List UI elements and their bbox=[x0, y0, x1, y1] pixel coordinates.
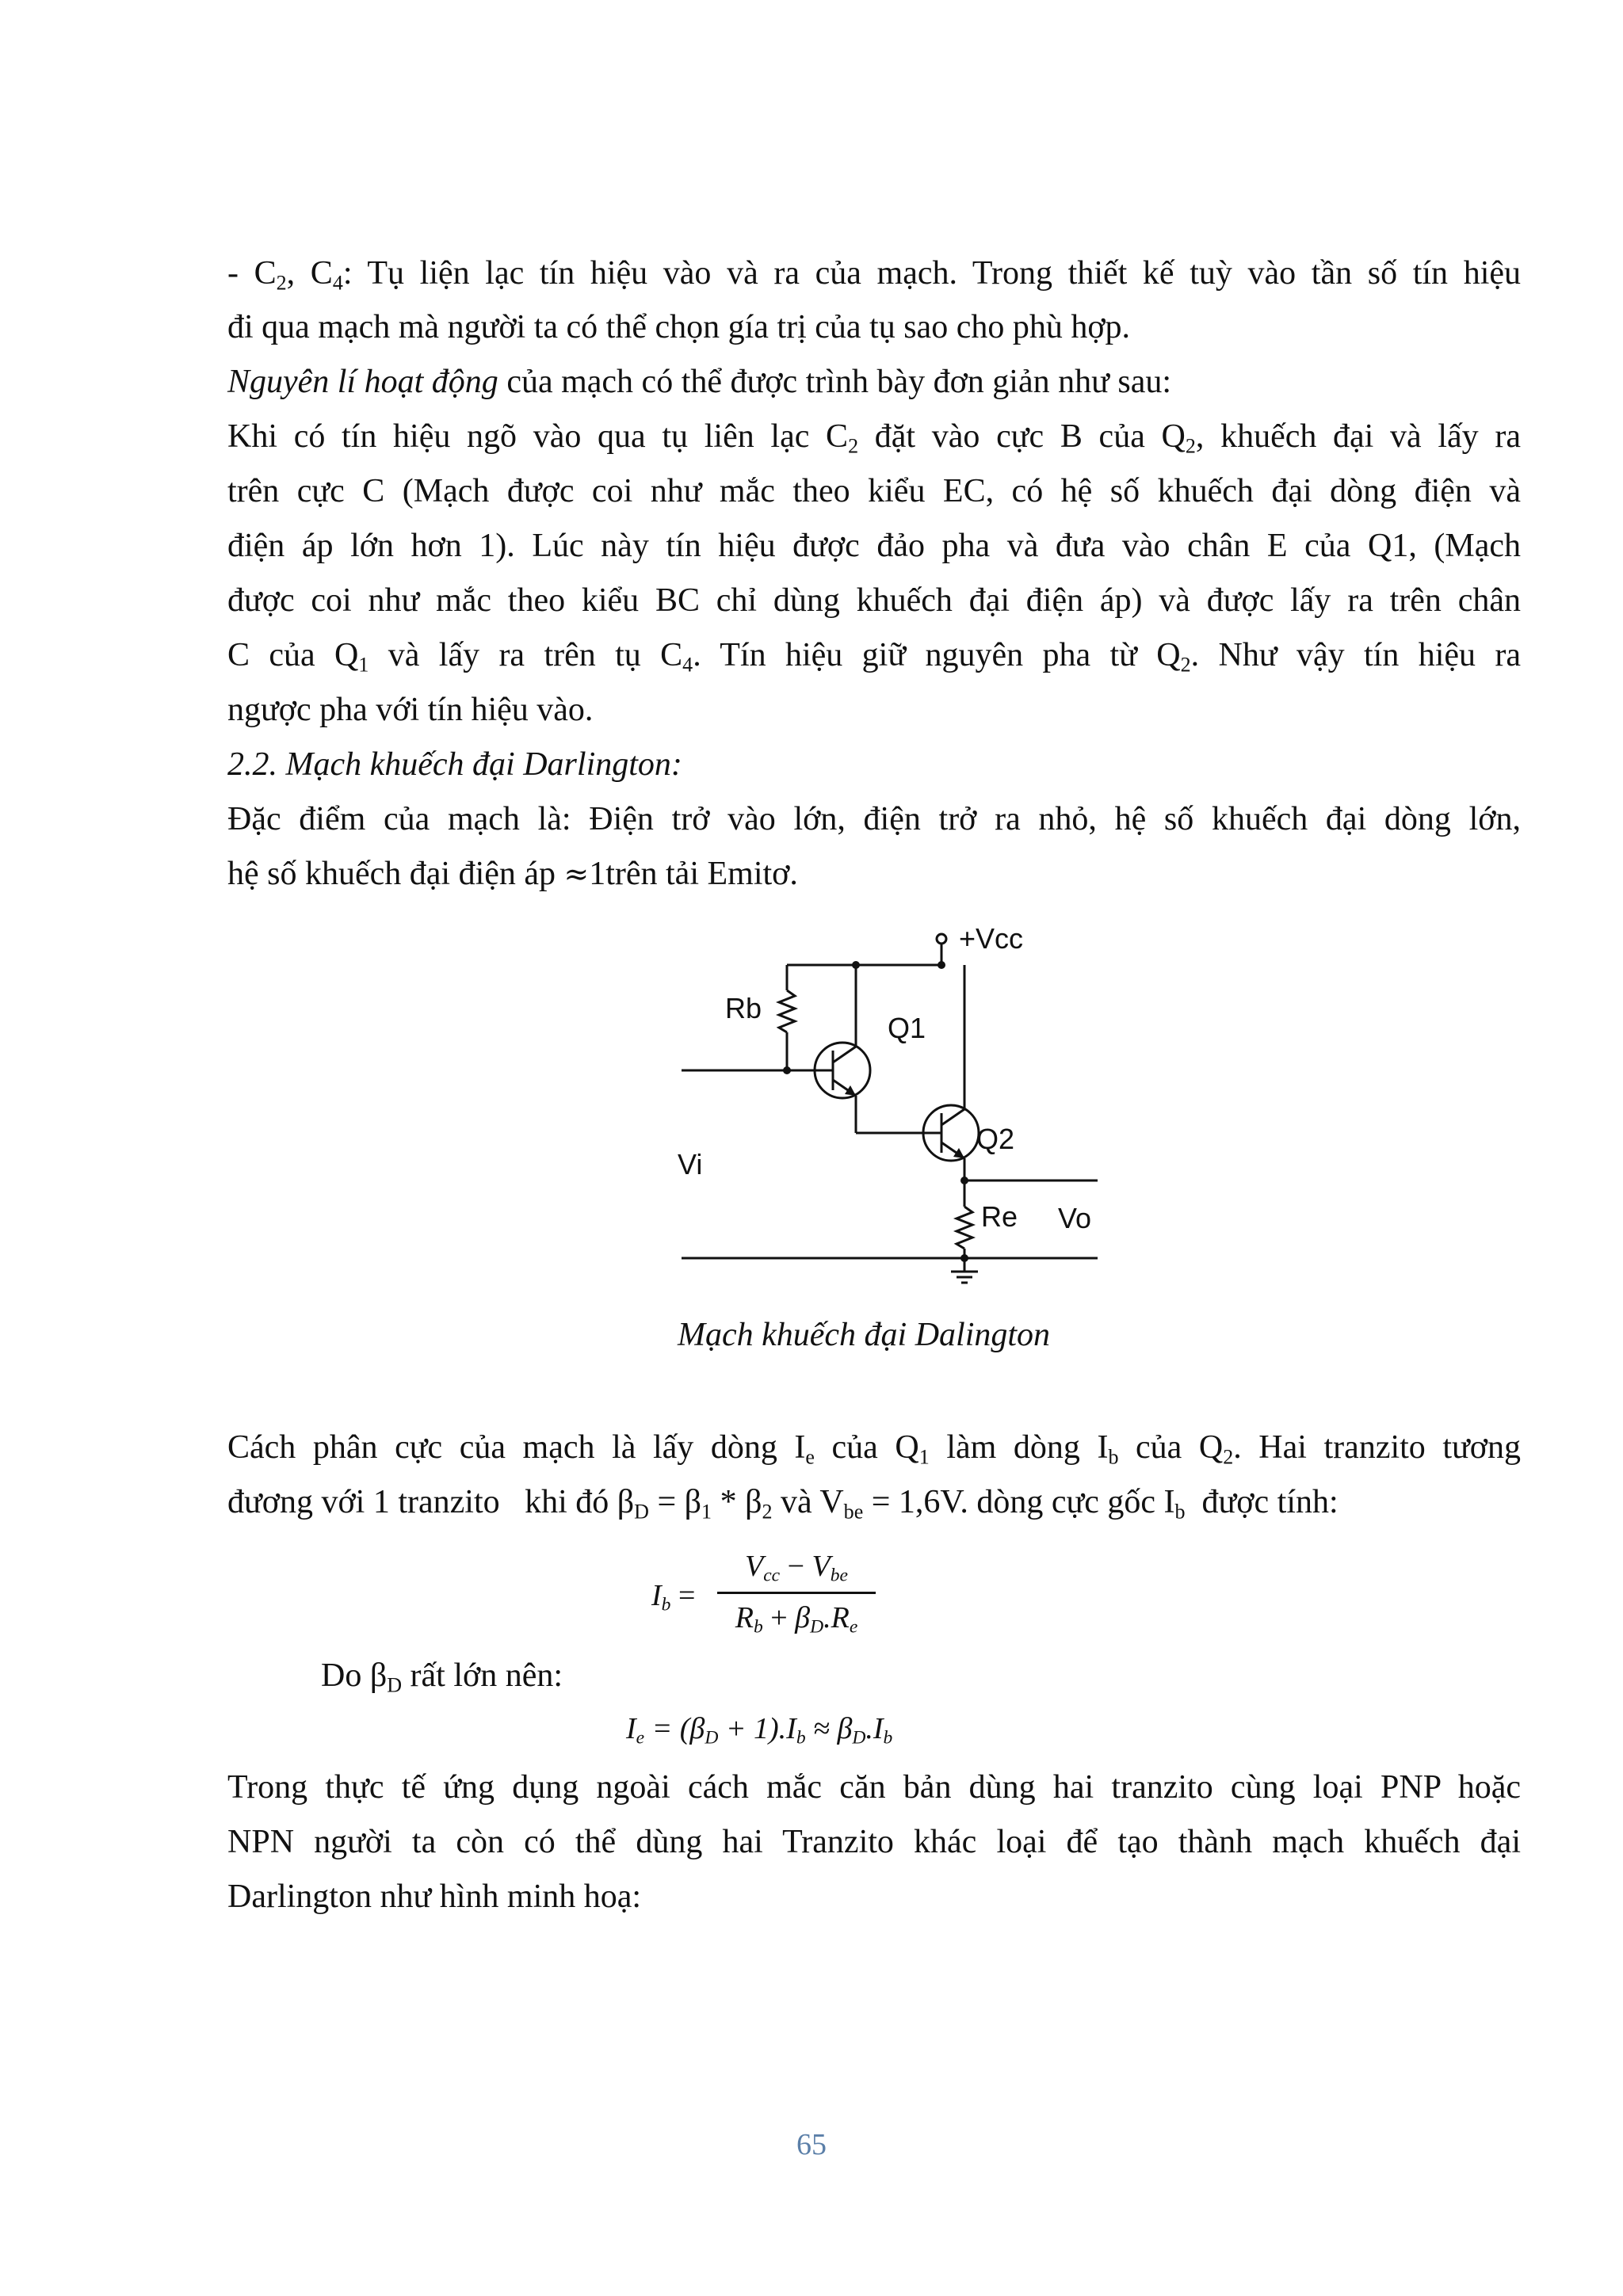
para7-line2: NPN người ta còn có thể dùng hai Tranzito khác loại để tạo thành mạch khuếch đại bbox=[227, 1824, 1521, 1860]
para3-line5: C của $Q_1$ và lấy ra trên tụ $C_4$. Tín hiệu giữ nguyên pha từ $Q_2$. Như vậy tín hiệu ra bbox=[227, 637, 1521, 677]
formula-ib-denominator: $R_b + \beta_D.R_e$ bbox=[735, 1601, 858, 1638]
vi-label: Vi bbox=[678, 1148, 703, 1180]
figure-caption: Mạch khuếch đại Dalington bbox=[677, 1317, 1051, 1353]
q1-label: Q1 bbox=[888, 1012, 926, 1044]
para1-line1: - $C_2$, $C_4$: Tụ liện lạc tín hiệu vào và ra của mạch. Trong thiết kế tuỳ vào tần số tín hiệu bbox=[227, 255, 1522, 295]
re-label: Re bbox=[981, 1200, 1018, 1233]
vcc-terminal bbox=[937, 934, 946, 944]
para2-line: Nguyên lí hoạt động của mạch có thể được trình bày đơn giản như sau: bbox=[227, 364, 1172, 400]
vcc-label: +Vcc bbox=[959, 923, 1024, 955]
para1-line2: đi qua mạch mà người ta có thể chọn gía trị của tụ sao cho phù hợp. bbox=[227, 309, 1131, 345]
formula-ib-numerator: $V_{cc} - V_{be}$ bbox=[744, 1550, 848, 1586]
re-resistor bbox=[957, 1207, 972, 1249]
q2-label: Q2 bbox=[976, 1123, 1015, 1155]
para3-line1: Khi có tín hiệu ngõ vào qua tụ liên lạc $C_2$ đặt vào cực B của $Q_2$, khuếch đại và lấy ra bbox=[227, 418, 1521, 458]
para3-line2: trên cực C (Mạch được coi như mắc theo kiểu EC, có hệ số khuếch đại dòng điện và bbox=[227, 473, 1521, 509]
rb-label: Rb bbox=[725, 992, 762, 1024]
formula-ib-lhs: $I_b$ = bbox=[651, 1579, 696, 1615]
para5-line2: đương với 1 tranzito khi đó $\beta_D = \beta_1 * \beta_2$ và $V_{be} = 1,6V$. dòng cực gốc $I_b$ được tính: bbox=[227, 1484, 1338, 1524]
vo-label: Vo bbox=[1058, 1202, 1092, 1234]
fraction-bar bbox=[717, 1592, 876, 1594]
para4-line2: hệ số khuếch đại điện áp ≈1trên tải Emitơ. bbox=[227, 856, 798, 892]
para5-line1: Cách phân cực của mạch là lấy dòng $I_e$ của $Q_1$ làm dòng $I_b$ của $Q_2$. Hai tranzito tương bbox=[227, 1429, 1522, 1469]
page-number: 65 bbox=[796, 2128, 827, 2161]
para7-line3: Darlington như hình minh hoạ: bbox=[227, 1878, 642, 1915]
section-heading: 2.2. Mạch khuếch đại Darlington: bbox=[227, 746, 682, 783]
para3-line3: điện áp lớn hơn 1). Lúc này tín hiệu được đảo pha và đưa vào chân E của Q1, (Mạch bbox=[227, 528, 1521, 564]
para7-line1: Trong thực tế ứng dụng ngoài cách mắc căn bản dùng hai tranzito cùng loại PNP hoặc bbox=[227, 1769, 1521, 1806]
rb-resistor bbox=[779, 990, 795, 1032]
formula-ie: $I_e = (\beta_D + 1).I_b \approx \beta_D.I_b$ bbox=[626, 1712, 893, 1749]
para3-line6: ngược pha với tín hiệu vào. bbox=[227, 692, 594, 728]
para4-line1: Đặc điểm của mạch là: Điện trở vào lớn, điện trở ra nhỏ, hệ số khuếch đại dòng lớn, bbox=[227, 801, 1521, 837]
para6-line: Do $\beta_D$ rất lớn nên: bbox=[321, 1657, 563, 1697]
darlington-circuit-diagram bbox=[666, 923, 1141, 1303]
para3-line4: được coi như mắc theo kiểu BC chỉ dùng khuếch đại điện áp) và được lấy ra trên chân bbox=[227, 582, 1521, 619]
